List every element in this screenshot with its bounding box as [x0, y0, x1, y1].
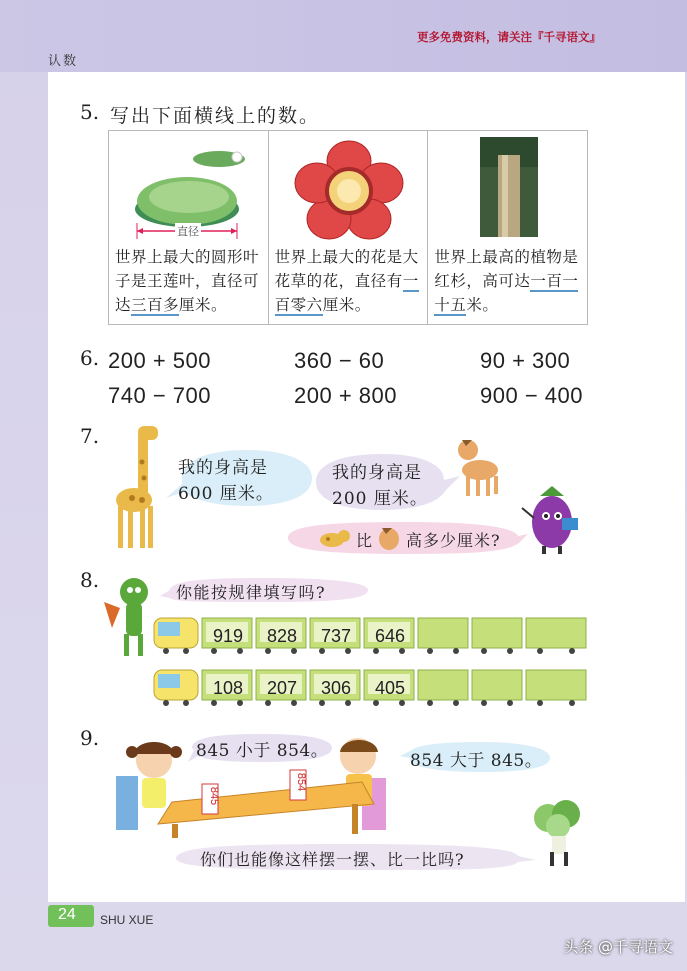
- promo-text: 更多免费资料，请关注『千寻语文』: [417, 30, 601, 44]
- q6-expr: 360 − 60: [294, 348, 385, 373]
- train-number: 306: [320, 678, 352, 698]
- boy-speech-text: 854 大于 845。: [410, 751, 543, 771]
- card-redwood: [428, 131, 587, 324]
- train-number: 919: [212, 626, 244, 646]
- train-number: 646: [374, 626, 406, 646]
- green-character: [100, 572, 158, 662]
- subject-label: SHU XUE: [100, 913, 154, 927]
- q6-expr: 200 + 800: [294, 383, 397, 408]
- redwood-tree-image: [428, 135, 588, 245]
- train-number: 828: [266, 626, 298, 646]
- card-rafflesia: [269, 131, 429, 324]
- card-845: 845: [208, 786, 221, 806]
- q6-expr: 200 + 500: [108, 348, 211, 373]
- q6-expr: 740 − 700: [108, 383, 211, 408]
- horse-head-icon: [376, 524, 402, 552]
- card-854: 854: [295, 772, 308, 792]
- q6-number: 6.: [80, 346, 100, 370]
- card-text: 世界上最大的花是大花草的花，直径有一百零六厘米。: [274, 248, 419, 314]
- q8-number: 8.: [80, 568, 100, 592]
- question-compare-word: 比: [356, 531, 373, 550]
- q6-expr: 90 + 300: [480, 348, 571, 373]
- giraffe-bubble-text: 我的身高是 600 厘米。: [178, 458, 274, 504]
- horse-bubble-text: 我的身高是 200 厘米。: [332, 463, 428, 509]
- q5-number: 5.: [80, 100, 100, 124]
- section-title: 认数: [48, 54, 79, 69]
- watermark: 头条 @千寻语文: [563, 938, 673, 956]
- rafflesia-flower-image: [269, 135, 429, 245]
- question-text: 高多少厘米?: [406, 531, 501, 550]
- train-number: 405: [374, 678, 406, 698]
- card-text: 世界上最大的圆形叶子是王莲叶，直径可达三百多厘米。: [115, 248, 260, 314]
- q5-title: 写出下面横线上的数。: [110, 105, 321, 127]
- card-lotus: [109, 131, 269, 324]
- q7-number: 7.: [80, 424, 100, 448]
- giraffe-head-icon: [318, 526, 352, 550]
- q6-expr: 900 − 400: [480, 383, 583, 408]
- diameter-label: 直径: [177, 225, 199, 238]
- train-number: 737: [320, 626, 352, 646]
- page-number: 24: [58, 906, 76, 923]
- train-number: 207: [266, 678, 298, 698]
- q9-number: 9.: [80, 726, 100, 750]
- girl-speech-text: 845 小于 854。: [196, 741, 329, 761]
- cabbage-character: [522, 796, 592, 870]
- children-at-table-illustration: [112, 732, 412, 840]
- q9-prompt: 你们也能像这样摆一摆、比一比吗?: [200, 850, 465, 869]
- horse-illustration: [454, 436, 504, 498]
- q5-cards: [108, 130, 588, 325]
- train-number: 108: [212, 678, 244, 698]
- card-text: 世界上最高的植物是红杉，高可达一百一十五米。: [434, 248, 579, 314]
- q8-prompt: 你能按规律填写吗?: [176, 583, 327, 602]
